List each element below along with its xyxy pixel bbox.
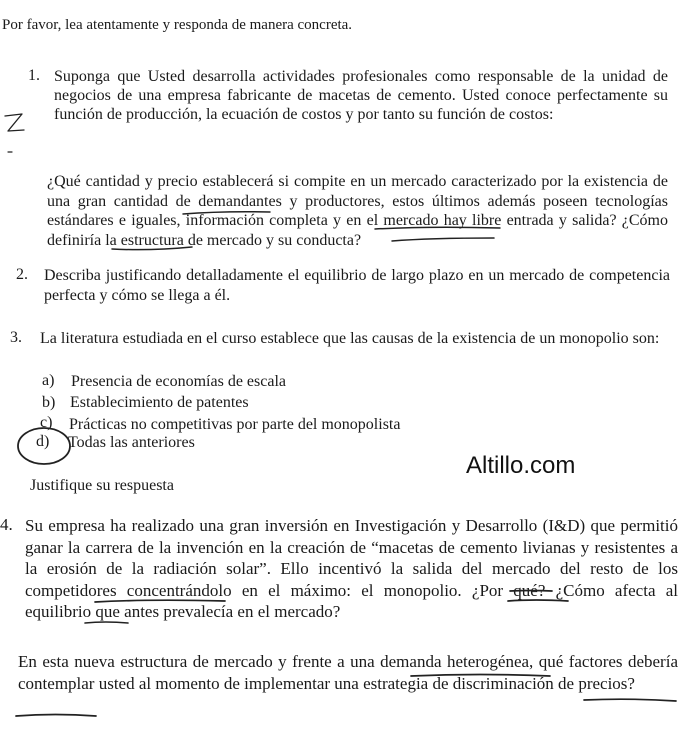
option-c-letter: c) [40, 414, 53, 431]
question-1-number: 1. [28, 67, 40, 84]
instruction-text: Por favor, lea atentamente y responda de manera concreta. [2, 17, 353, 33]
pen-mark-z [5, 114, 24, 131]
question-5-text: En esta nueva estructura de mercado y frente a una demanda heterogénea, qué factores debería contemplar usted al momento de implementar una estrategia de discriminación de precios? [18, 652, 678, 693]
question-3-number: 3. [10, 329, 22, 346]
option-d-letter: d) [36, 433, 50, 450]
underline-discriminacion [584, 699, 676, 701]
underline-de-precios [16, 715, 96, 717]
option-d-text: Todas las anteriores [68, 434, 195, 451]
question-2-text: Describa justificando detalladamente el equilibrio de largo plazo en un mercado de competencia perfecta y cómo se llega a él. [44, 267, 670, 304]
question-4-number: 4. [0, 515, 13, 534]
option-c-text: Prácticas no competitivas por parte del monopolista [69, 416, 401, 433]
option-b-letter: b) [42, 394, 56, 411]
question-1-paragraph-2: ¿Qué cantidad y precio establecerá si compite en un mercado caracterizado por la existencia de una gran cantidad de demandantes y productores, estos últimos además poseen tecnologías estándares e iguales, información completa y en el mercado hay libre entrada y salida? ¿Cómo definiría la estructura de mercado y su conducta? [47, 173, 668, 249]
question-4-text: Su empresa ha realizado una gran inversión en Investigación y Desarrollo (I&D) que permitió ganar la carrera de la invención en la creación de “macetas de cemento livianas y resistentes a la erosión de la radiación solar”. Ello incentivó la salida del mercado del resto de los competidores concentrándolo en el máximo: el monopolio. ¿Por qué? ¿Cómo afecta al equilibrio que antes prevalecía en el mercado? [25, 516, 678, 621]
option-a-letter: a) [42, 372, 55, 389]
option-b-text: Establecimiento de patentes [70, 394, 249, 411]
altillo-watermark: Altillo.com [466, 452, 576, 479]
option-a-text: Presencia de economías de escala [71, 373, 287, 390]
question-1-paragraph-1: Suponga que Usted desarrolla actividades profesionales como responsable de la unidad de negocios de una empresa fabricante de macetas de cemento. Usted conoce perfectamente su función de producción, la ecuación de costos y por tanto su función de costos: [54, 68, 668, 123]
question-2-number: 2. [16, 266, 28, 283]
question-3-text: La literatura estudiada en el curso establece que las causas de la existencia de un monopolio son: [40, 330, 660, 347]
justify-instruction: Justifique su respuesta [30, 477, 174, 494]
